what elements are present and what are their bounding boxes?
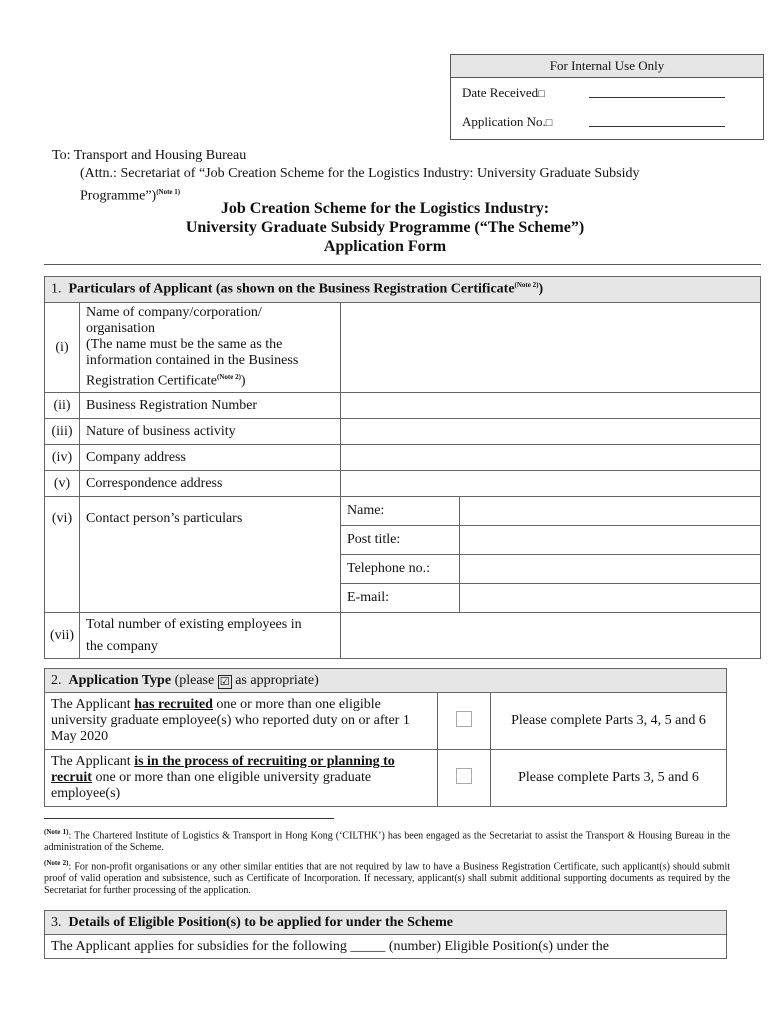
option-recruited-checkbox-cell (438, 693, 491, 750)
internal-use-header: For Internal Use Only (451, 55, 763, 78)
application-no-row: Application No.□ (451, 107, 763, 136)
section1-table (44, 276, 761, 659)
form-title-line1: Job Creation Scheme for the Logistics Industry: (220, 200, 550, 217)
row-iii-num: (iii) (45, 419, 80, 445)
footnote-divider (44, 818, 334, 819)
divider (44, 264, 761, 265)
date-received-row: Date Received□ (451, 78, 763, 107)
internal-use-box (450, 54, 764, 140)
row-ii-num: (ii) (45, 393, 80, 419)
correspondence-address-label: Correspondence address (80, 471, 341, 497)
contact-telephone-field[interactable] (460, 555, 761, 584)
contact-person-label: Contact person’s particulars (80, 497, 341, 613)
application-no-label: Application No. (462, 114, 546, 129)
contact-telephone-label: Telephone no.: (341, 555, 460, 584)
form-title-line2: University Graduate Subsidy Programme (“The Scheme”) (185, 219, 585, 236)
contact-post-label: Post title: (341, 526, 460, 555)
footnote-1: $^{(Note 1)}$: The Chartered Institute of Logistics & Transport in Hong Kong (‘CILTHK’) has been engaged as the Secretariat to assist the Transport & Housing Bureau in the administration of the Scheme. (44, 828, 730, 854)
option-recruited-checkbox[interactable] (456, 711, 472, 727)
contact-name-field[interactable] (460, 497, 761, 526)
row-vi-num: (vi) (45, 497, 80, 613)
attn-line: (Attn.: Secretariat of “Job Creation Scheme for the Logistics Industry: University Graduate Subsidy Programme”)$^{(Note 1)}$ (80, 166, 640, 204)
row-vii-num: (vii) (45, 613, 80, 659)
section1-header: 1. Particulars of Applicant (as shown on the Business Registration Certificate$^{(Note 2)}$) (45, 277, 761, 303)
to-line: To: Transport and Housing Bureau (52, 148, 247, 163)
date-received-field[interactable] (589, 97, 725, 98)
section2-table (44, 668, 727, 807)
option-recruiting-checkbox-cell (438, 750, 491, 807)
section3-text: The Applicant applies for subsidies for the following _____ (number) Eligible Position(s) under the (45, 935, 727, 959)
checkbox-icon: ☑ (218, 675, 232, 689)
footnote-2: $^{(Note 2)}$: For non-profit organisations or any other similar entities that are not required by law to have a Business Registration Certificate, such applicant(s) should submit proof of valid operation and subsistence, such as Certificate of Incorporation. If necessary, applicant(s) shall submit additional supporting documents as required by the Secretariat for further processing of the application. (44, 859, 730, 897)
note1-ref: (Note 1) (156, 188, 181, 196)
br-number-field[interactable] (341, 393, 761, 419)
section3-table (44, 910, 727, 959)
business-nature-field[interactable] (341, 419, 761, 445)
row-iv-num: (iv) (45, 445, 80, 471)
company-address-field[interactable] (341, 445, 761, 471)
section2-header: 2. Application Type (please ☑ as appropriate) (45, 669, 727, 693)
option-recruiting-text: The Applicant is in the process of recruiting or planning to recruit one or more than one eligible university graduate employee(s) (45, 750, 438, 807)
option-recruited-text: The Applicant has recruited one or more than one eligible university graduate employee(s) who reported duty on or after 1 May 2020 (45, 693, 438, 750)
option-recruiting-instruction: Please complete Parts 3, 5 and 6 (491, 750, 727, 807)
form-title-line3: Application Form (323, 238, 447, 255)
date-received-label: Date Received (462, 85, 539, 100)
eligible-positions-number-field[interactable]: _____ (350, 938, 386, 954)
section3-header: 3. Details of Eligible Position(s) to be applied for under the Scheme (45, 911, 727, 935)
option-recruiting-checkbox[interactable] (456, 768, 472, 784)
company-address-label: Company address (80, 445, 341, 471)
row-i-num: (i) (45, 303, 80, 393)
application-no-field[interactable] (589, 126, 725, 127)
company-name-field[interactable] (341, 303, 761, 393)
employees-total-field[interactable] (341, 613, 761, 659)
row-v-num: (v) (45, 471, 80, 497)
business-nature-label: Nature of business activity (80, 419, 341, 445)
contact-email-label: E-mail: (341, 584, 460, 613)
contact-email-field[interactable] (460, 584, 761, 613)
company-name-label: Name of company/corporation/ organisation (The name must be the same as the information contained in the Business Registration Certificate$^{(Note 2)}$) (80, 303, 341, 393)
contact-post-field[interactable] (460, 526, 761, 555)
contact-name-label: Name: (341, 497, 460, 526)
option-recruited-instruction: Please complete Parts 3, 4, 5 and 6 (491, 693, 727, 750)
correspondence-address-field[interactable] (341, 471, 761, 497)
employees-total-label: Total number of existing employees in the company (80, 613, 341, 659)
br-number-label: Business Registration Number (80, 393, 341, 419)
